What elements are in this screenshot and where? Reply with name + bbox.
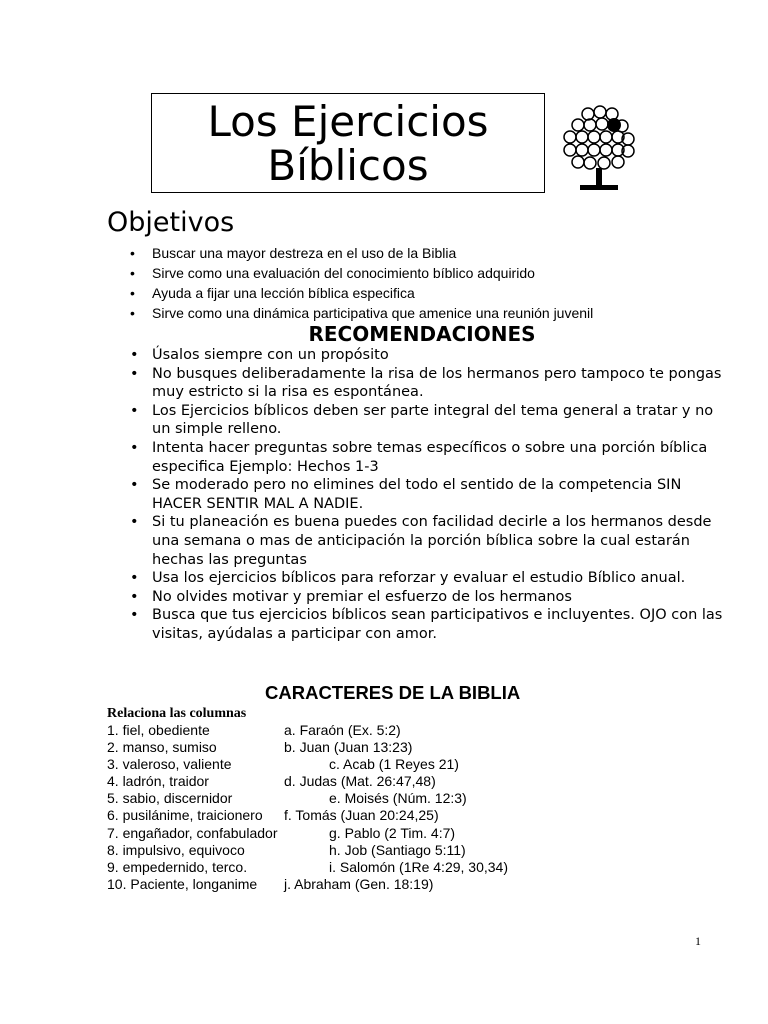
- pair-row: [107, 773, 667, 790]
- pair-right: d. Judas (Mat. 26:47,48): [284, 773, 436, 790]
- page-number: 1: [695, 934, 701, 948]
- pair-row: [107, 790, 667, 807]
- title-line-1: Los Ejercicios: [207, 97, 489, 146]
- pair-row: [107, 739, 667, 756]
- list-item: • Los Ejercicios bíblicos deben ser parte integral del tema general a tratar y no un simple relleno.: [108, 402, 728, 439]
- title-line-2: Bíblicos: [267, 141, 429, 190]
- list-item: • No busques deliberadamente la risa de los hermanos pero tampoco te pongas muy estricto si la risa es espontánea.: [108, 365, 728, 402]
- pair-row: [107, 756, 667, 773]
- pair-left: 2. manso, sumiso: [107, 739, 217, 756]
- pair-right: a. Faraón (Ex. 5:2): [284, 722, 401, 738]
- pair-left: 1. fiel, obediente: [107, 722, 210, 738]
- pair-left: 4. ladrón, traidor: [107, 773, 209, 790]
- objetivos-heading: Objetivos: [107, 207, 235, 238]
- pair-right: g. Pablo (2 Tim. 4:7): [329, 824, 456, 841]
- pair-right: i. Salomón (1Re 4:29, 30,34): [329, 858, 508, 875]
- list-item: • Intenta hacer preguntas sobre temas específicos o sobre una porción bíblica especifica Ejemplo: Hechos 1-3: [108, 439, 728, 476]
- pair-left: 3. valeroso, valiente: [107, 756, 232, 773]
- pair-right: f. Tomás (Juan 20:24,25): [284, 807, 439, 824]
- pair-row: [107, 842, 667, 859]
- list-item: • No olvides motivar y premiar el esfuerzo de los hermanos: [108, 588, 728, 607]
- pair-right: j. Abraham (Gen. 18:19): [284, 875, 434, 892]
- pair-row: [107, 825, 667, 842]
- pair-left: 7. engañador, confabulador: [107, 824, 278, 841]
- list-item: • Usa los ejercicios bíblicos para reforzar y evaluar el estudio Bíblico anual.: [108, 569, 728, 588]
- list-item: • Buscar una mayor destreza en el uso de la Biblia: [108, 243, 728, 263]
- recomendaciones-list: [108, 346, 728, 644]
- title-box: [151, 93, 545, 193]
- pair-right: e. Moisés (Núm. 12:3): [329, 790, 467, 807]
- list-item: • Ayuda a fijar una lección bíblica especifica: [108, 283, 728, 303]
- list-item: • Úsalos siempre con un propósito: [108, 346, 728, 365]
- pair-row: [107, 859, 667, 876]
- pair-right: h. Job (Santiago 5:11): [329, 841, 466, 858]
- pair-row: [107, 876, 667, 893]
- list-item: • Sirve como una dinámica participativa que amenice una reunión juvenil: [108, 303, 728, 323]
- matching-pairs: [107, 722, 667, 893]
- pair-left: 5. sabio, discernidor: [107, 790, 233, 807]
- list-item: • Se moderado pero no elimines del todo el sentido de la competencia SIN HACER SENTIR MAL A NADIE.: [108, 476, 728, 513]
- list-item: • Busca que tus ejercicios bíblicos sean participativos e incluyentes. OJO con las visitas, ayúdalas a participar con amor.: [108, 606, 728, 643]
- pair-right: b. Juan (Juan 13:23): [284, 739, 413, 756]
- list-item: • Si tu planeación es buena puedes con facilidad decirle a los hermanos desde una semana o mas de anticipación la porción bíblica sobre la cual estarán hechas las preguntas: [108, 513, 728, 569]
- list-item: • Sirve como una evaluación del conocimiento bíblico adquirido: [108, 263, 728, 283]
- pair-left: 9. empedernido, terco.: [107, 858, 248, 875]
- tree-icon: [560, 100, 636, 196]
- pair-row: [107, 722, 667, 739]
- pair-left: 6. pusilánime, traicionero: [107, 807, 263, 824]
- pair-right: c. Acab (1 Reyes 21): [329, 756, 459, 773]
- pair-left: 8. impulsivo, equivoco: [107, 841, 245, 858]
- recomendaciones-heading: [0, 321, 768, 347]
- recomendaciones-heading-text: RECOMENDACIONES: [308, 322, 536, 346]
- caracteres-heading: CARACTERES DE LA BIBLIA: [265, 682, 521, 703]
- caracteres-instruction: Relaciona las columnas: [107, 706, 247, 721]
- pair-left: 10. Paciente, longanime: [107, 875, 258, 892]
- objetivos-list: [108, 243, 728, 323]
- pair-row: [107, 807, 667, 824]
